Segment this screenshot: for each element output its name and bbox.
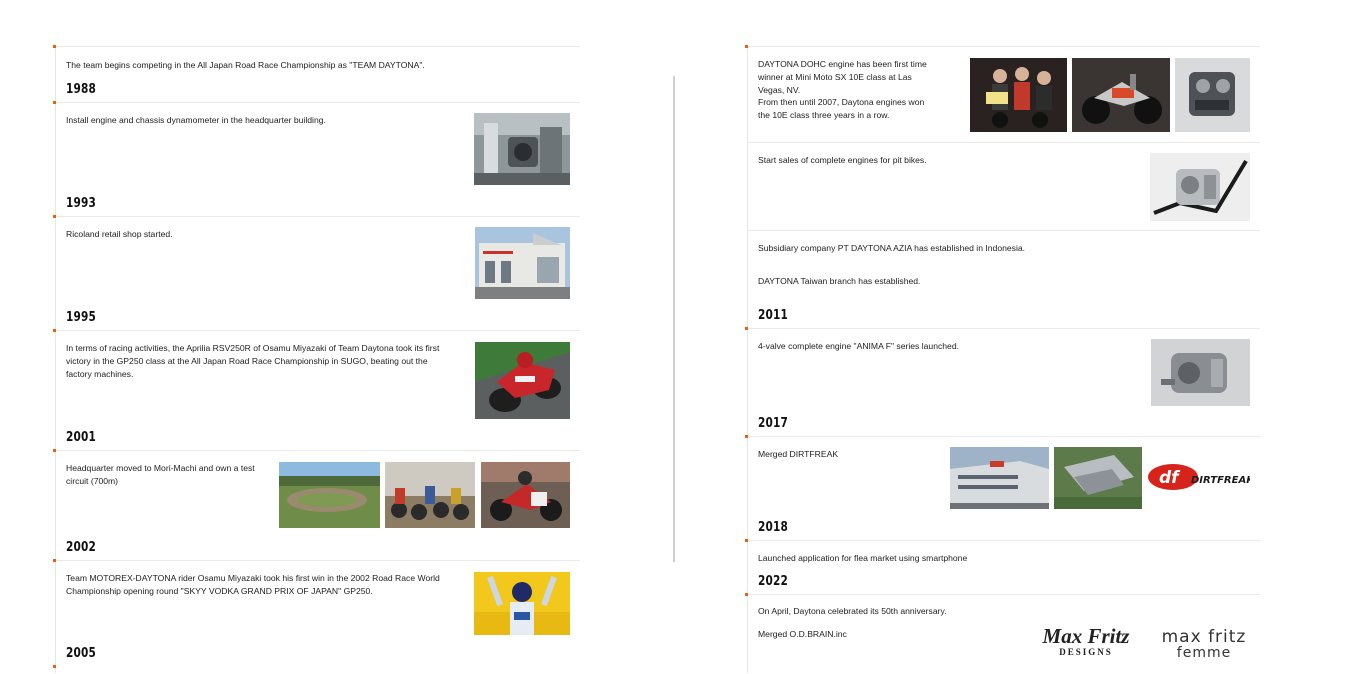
- entry-text: Subsidiary company PT DAYTONA AZIA has established in Indonesia.: [758, 243, 1026, 253]
- entry-year: 2005: [66, 645, 96, 661]
- timeline-entry: [747, 436, 1260, 541]
- timeline-entry: [747, 230, 1260, 329]
- entry-text: Start sales of complete engines for pit bikes.: [758, 155, 927, 165]
- entry-text-line: From then until 2007, Daytona engines won the 10E class three years in a row.: [758, 97, 925, 121]
- timeline-marker: [53, 329, 56, 332]
- entry-text-line: DAYTONA DOHC engine has been first time winner at Mini Moto SX 10E class at Las Vegas, NV.: [758, 59, 927, 95]
- timeline-entry: [747, 142, 1260, 231]
- entry-year: 2001: [66, 429, 96, 445]
- timeline-marker: [53, 559, 56, 562]
- timeline-entry: [747, 328, 1260, 437]
- timeline-entry: [55, 46, 580, 103]
- entry-year: 2002: [66, 539, 96, 555]
- maxfritz-script: Max Fritz: [1042, 624, 1130, 648]
- entry-text: Merged DIRTFREAK: [758, 449, 839, 459]
- timeline-marker: [745, 435, 748, 438]
- entry-text: Merged O.D.BRAIN.inc: [758, 629, 847, 639]
- riders-photo: [385, 462, 475, 528]
- timeline-marker: [53, 101, 56, 104]
- timeline-left: [55, 0, 580, 673]
- entry-year: 1993: [66, 195, 96, 211]
- racing-photo: [475, 342, 570, 419]
- entry-text: Ricoland retail shop started.: [66, 229, 173, 239]
- timeline-entry: [55, 560, 580, 671]
- maxfritz-femme-line1: max fritz: [1161, 627, 1247, 647]
- complete-engine-photo: [1150, 153, 1250, 221]
- timeline-marker: [745, 45, 748, 48]
- maxfritz-femme-logo: [1155, 629, 1253, 661]
- entry-text: Headquarter moved to Mori-Machi and own a test circuit (700m): [66, 463, 255, 486]
- timeline-marker: [53, 449, 56, 452]
- entry-year: 2022: [758, 573, 788, 589]
- timeline-marker: [745, 539, 748, 542]
- champion-photo: [474, 572, 570, 635]
- entry-year: 1995: [66, 309, 96, 325]
- timeline-entry: [55, 330, 580, 451]
- maxfritz-femme-line2: femme: [1176, 645, 1232, 661]
- entry-text: [758, 58, 938, 122]
- maxfritz-designs-logo: [1030, 625, 1142, 665]
- factory-photo: [950, 447, 1049, 509]
- circuit-photo: [279, 462, 380, 528]
- timeline-marker: [53, 215, 56, 218]
- entry-text: In terms of racing activities, the Aprilia RSV250R of Osamu Miyazaki of Team Daytona took its first victory in the GP250 class at the All Japan Road Race Championship in SUGO, beating out the factory machines.: [66, 343, 440, 379]
- timeline-entry: [747, 594, 1260, 674]
- entry-text: Team MOTOREX-DAYTONA rider Osamu Miyazaki took his first win in the 2002 Road Race World Championship opening round "SKYY VODKA GRAND PRIX OF JAPAN" GP250.: [66, 573, 440, 596]
- maxfritz-designs: DESIGNS: [1059, 647, 1113, 657]
- timeline-marker: [53, 665, 56, 668]
- timeline-marker: [745, 593, 748, 596]
- entry-year: 2017: [758, 415, 788, 431]
- entry-year: 2018: [758, 519, 788, 535]
- shop-photo: [475, 227, 570, 299]
- timeline-entry: [55, 102, 580, 217]
- entry-text: DAYTONA Taiwan branch has established.: [758, 276, 921, 286]
- timeline-entry: [55, 216, 580, 331]
- pitbike-photo: [1072, 58, 1170, 132]
- team-photo: [970, 58, 1067, 132]
- entry-text: 4-valve complete engine "ANIMA F" series launched.: [758, 341, 959, 351]
- motocross-photo: [481, 462, 570, 528]
- dynamometer-photo: [474, 113, 570, 185]
- timeline-marker: [53, 45, 56, 48]
- anima-engine-photo: [1151, 339, 1250, 406]
- dirtfreak-logo: [1147, 461, 1250, 495]
- column-divider: [673, 76, 675, 562]
- dirtfreak-mark: df: [1159, 468, 1179, 488]
- aerial-photo: [1054, 447, 1142, 509]
- entry-year: 2011: [758, 307, 788, 323]
- timeline-marker: [745, 327, 748, 330]
- timeline-entry: [55, 450, 580, 561]
- entry-text: The team begins competing in the All Japan Road Race Championship as "TEAM DAYTONA".: [66, 60, 425, 70]
- dohc-engine-photo: [1175, 58, 1250, 132]
- entry-year: 1988: [66, 81, 96, 97]
- timeline-entry: [747, 46, 1260, 143]
- timeline-right: [747, 0, 1260, 673]
- entry-text: Install engine and chassis dynamometer in the headquarter building.: [66, 115, 326, 125]
- entry-text: Launched application for flea market using smartphone: [758, 553, 968, 563]
- entry-text: On April, Daytona celebrated its 50th anniversary.: [758, 606, 947, 616]
- dirtfreak-wordmark: DIRTFREAK: [1191, 475, 1250, 486]
- timeline-entry: [747, 540, 1260, 595]
